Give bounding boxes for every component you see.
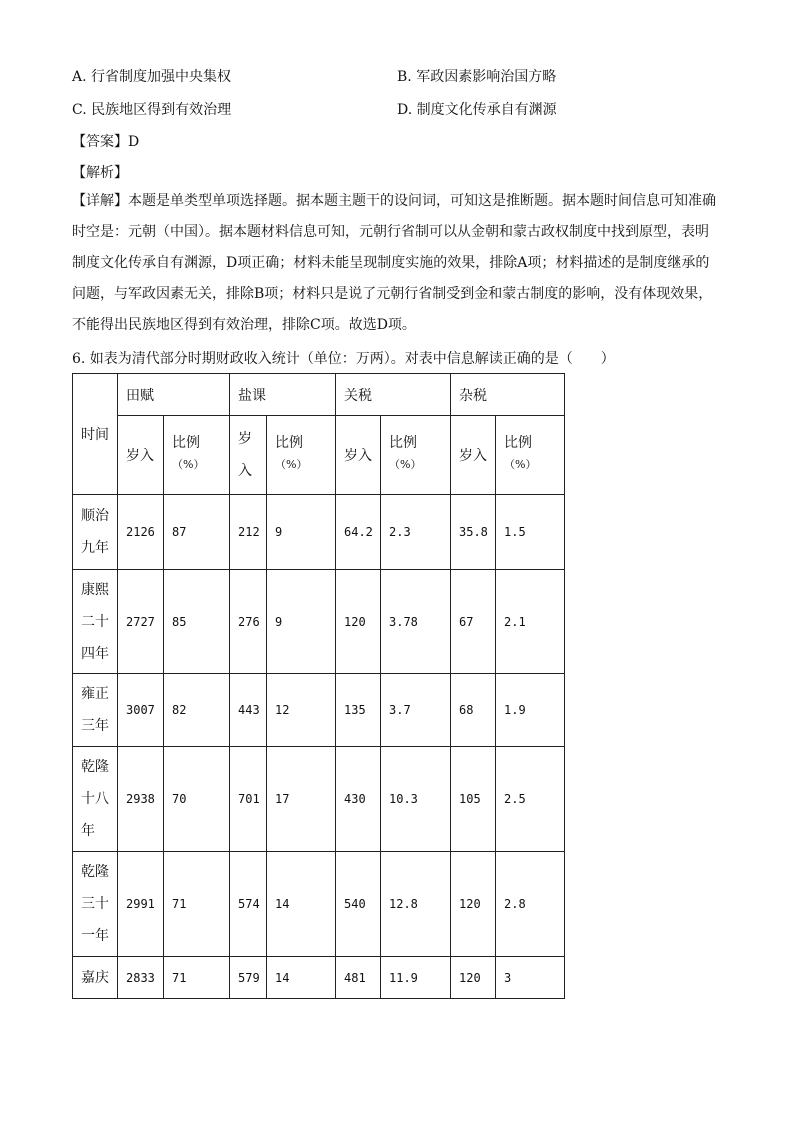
income-cell: 105 <box>451 747 496 852</box>
income-cell: 68 <box>451 674 496 747</box>
ratio-cell: 2.8 <box>496 852 565 957</box>
ratio-cell: 9 <box>267 570 336 674</box>
explanation-line: 问题，与军政因素无关，排除B项；材料只是说了元朝行省制受到金和蒙古制度的影响，没有体现效果， <box>72 286 713 302</box>
income-cell: 574 <box>230 852 267 957</box>
ratio-cell: 3.7 <box>381 674 451 747</box>
header-ratio <box>267 416 336 495</box>
income-cell: 120 <box>451 852 496 957</box>
header-income <box>230 416 267 495</box>
income-cell: 579 <box>230 957 267 999</box>
header-time: 时间 <box>73 374 118 495</box>
table-body <box>73 495 565 999</box>
income-cell: 67 <box>451 570 496 674</box>
ratio-cell: 87 <box>164 495 230 570</box>
income-label: 岁 入 <box>238 431 252 479</box>
ratio-label: 比例 <box>389 435 417 451</box>
income-cell: 443 <box>230 674 267 747</box>
time-cell <box>73 674 118 747</box>
time-label: 顺治 九年 <box>81 508 109 556</box>
income-cell: 3007 <box>118 674 164 747</box>
ratio-cell: 12 <box>267 674 336 747</box>
explanation-line: 不能得出民族地区得到有效治理，排除C项。故选D项。 <box>72 317 416 333</box>
ratio-unit: （%） <box>275 458 308 471</box>
option-a: A. 行省制度加强中央集权 <box>72 69 232 85</box>
option-b: B. 军政因素影响治国方略 <box>397 69 557 85</box>
income-cell: 2833 <box>118 957 164 999</box>
income-cell: 2938 <box>118 747 164 852</box>
question-6: 6. 如表为清代部分时期财政收入统计（单位：万两）。对表中信息解读正确的是（ ） <box>72 351 615 367</box>
table-row <box>73 852 565 957</box>
time-cell <box>73 852 118 957</box>
option-c: C. 民族地区得到有效治理 <box>72 102 232 118</box>
header-ratio <box>164 416 230 495</box>
answer-line: 【答案】D <box>72 134 140 150</box>
ratio-label: 比例 <box>275 435 303 451</box>
table-row <box>73 495 565 570</box>
ratio-cell: 85 <box>164 570 230 674</box>
ratio-cell: 14 <box>267 852 336 957</box>
explanation-line: 时空是：元朝（中国）。据本题材料信息可知，元朝行省制可以从金朝和蒙古政权制度中找到原型，表明 <box>72 224 709 240</box>
ratio-cell: 10.3 <box>381 747 451 852</box>
time-cell <box>73 495 118 570</box>
revenue-table <box>72 373 565 999</box>
ratio-label: 比例 <box>504 435 532 451</box>
table-row <box>73 674 565 747</box>
header-group-guanshui: 关税 <box>336 374 451 416</box>
income-cell: 35.8 <box>451 495 496 570</box>
income-cell: 276 <box>230 570 267 674</box>
time-label: 乾隆 三十 一年 <box>81 864 109 944</box>
ratio-cell: 2.3 <box>381 495 451 570</box>
ratio-cell: 71 <box>164 852 230 957</box>
ratio-cell: 14 <box>267 957 336 999</box>
explanation-line: 【详解】本题是单类型单项选择题。据本题主题干的设问词，可知这是推断题。据本题时间信息可知准确 <box>72 193 716 209</box>
table-row <box>73 570 565 674</box>
time-cell <box>73 570 118 674</box>
ratio-cell: 1.9 <box>496 674 565 747</box>
time-label: 雍正 三年 <box>81 686 109 734</box>
ratio-unit: （%） <box>172 458 205 471</box>
income-cell: 540 <box>336 852 381 957</box>
header-income: 岁入 <box>118 416 164 495</box>
ratio-unit: （%） <box>504 458 537 471</box>
ratio-cell: 11.9 <box>381 957 451 999</box>
income-cell: 2126 <box>118 495 164 570</box>
ratio-label: 比例 <box>172 435 200 451</box>
time-cell <box>73 747 118 852</box>
option-d: D. 制度文化传承自有渊源 <box>397 102 557 118</box>
income-cell: 430 <box>336 747 381 852</box>
analysis-label: 【解析】 <box>72 165 128 181</box>
time-label: 康熙 二十 四年 <box>81 581 109 662</box>
header-income: 岁入 <box>451 416 496 495</box>
explanation-line: 制度文化传承自有渊源，D项正确；材料未能呈现制度实施的效果，排除A项；材料描述的是制度继承的 <box>72 255 710 271</box>
ratio-cell: 12.8 <box>381 852 451 957</box>
header-group-zashui: 杂税 <box>451 374 565 416</box>
time-label: 嘉庆 <box>81 969 109 986</box>
ratio-cell: 3.78 <box>381 570 451 674</box>
ratio-cell: 1.5 <box>496 495 565 570</box>
income-cell: 64.2 <box>336 495 381 570</box>
ratio-cell: 2.5 <box>496 747 565 852</box>
income-cell: 2991 <box>118 852 164 957</box>
explanation <box>72 186 722 341</box>
income-cell: 212 <box>230 495 267 570</box>
ratio-cell: 71 <box>164 957 230 999</box>
header-group-tianfu: 田赋 <box>118 374 230 416</box>
ratio-cell: 70 <box>164 747 230 852</box>
time-label: 乾隆 十八 年 <box>81 759 109 839</box>
header-group-yanke: 盐课 <box>230 374 336 416</box>
time-cell <box>73 957 118 999</box>
header-income: 岁入 <box>336 416 381 495</box>
ratio-cell: 9 <box>267 495 336 570</box>
ratio-cell: 3 <box>496 957 565 999</box>
income-cell: 481 <box>336 957 381 999</box>
income-cell: 701 <box>230 747 267 852</box>
ratio-cell: 2.1 <box>496 570 565 674</box>
table-row <box>73 957 565 999</box>
ratio-unit: （%） <box>389 458 422 471</box>
table-row <box>73 747 565 852</box>
header-ratio <box>381 416 451 495</box>
ratio-cell: 17 <box>267 747 336 852</box>
income-cell: 2727 <box>118 570 164 674</box>
income-cell: 135 <box>336 674 381 747</box>
header-ratio <box>496 416 565 495</box>
income-cell: 120 <box>451 957 496 999</box>
income-cell: 120 <box>336 570 381 674</box>
ratio-cell: 82 <box>164 674 230 747</box>
